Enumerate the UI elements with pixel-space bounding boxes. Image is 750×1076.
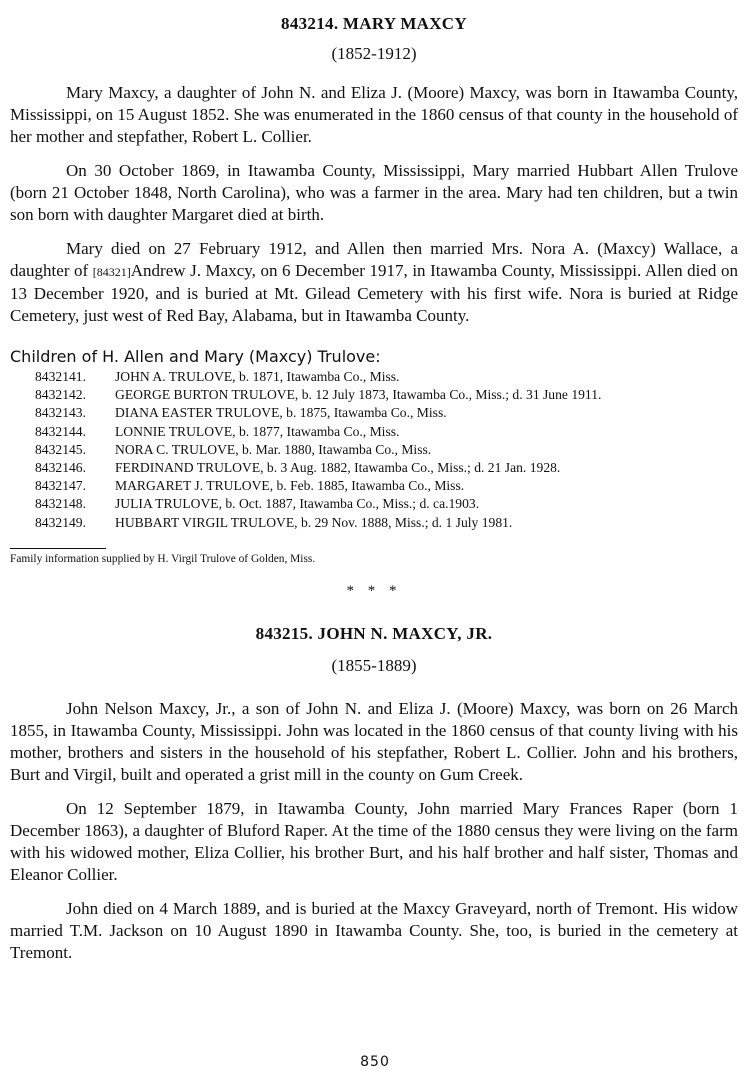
cross-reference: [84321]	[92, 265, 131, 279]
paragraph-text: Andrew J. Maxcy, on 6 December 1917, in Itawamba County, Mississippi. Allen died on 13 December 1920, and is buried at Mt. Gilead Cemetery with his first wife. Nora is buried at Ridge Cemetery, just west of Red Bay, Alabama, but in Itawamba County.	[10, 261, 739, 325]
child-entry: JULIA TRULOVE, b. Oct. 1887, Itawamba Co., Miss.; d. ca.1903.	[115, 496, 480, 512]
document-page	[10, 14, 738, 976]
section-heading: 843215. JOHN N. MAXCY, JR.	[255, 623, 493, 643]
paragraph-text: On 30 October 1869, in Itawamba County, Mississippi, Mary married Hubbart Allen Trulove (born 21 October 1848, North Carolina), who was a farmer in the area. Mary had ten children, but a twin son born with daughter Margaret died at birth.	[10, 161, 738, 224]
child-number: 8432147.	[35, 478, 86, 494]
footnote: Family information supplied by H. Virgil Trulove of Golden, Miss.	[10, 552, 316, 565]
list-item	[35, 495, 738, 513]
children-list	[10, 368, 738, 532]
life-dates: (1855-1889)	[331, 655, 417, 675]
paragraph	[10, 238, 738, 327]
child-entry: FERDINAND TRULOVE, b. 3 Aug. 1882, Itawamba Co., Miss.; d. 21 Jan. 1928.	[115, 460, 561, 476]
section-mary-maxcy	[10, 14, 738, 565]
child-entry: LONNIE TRULOVE, b. 1877, Itawamba Co., Miss.	[115, 423, 400, 439]
section-heading: 843214. MARY MAXCY	[281, 14, 467, 33]
paragraph: Mary Maxcy, a daughter of John N. and Eliza J. (Moore) Maxcy, was born in Itawamba County, Mississippi, on 15 August 1852. She was enumerated in the 1860 census of that county in the household of her mother and stepfather, Robert L. Collier.	[10, 83, 738, 146]
child-entry: DIANA EASTER TRULOVE, b. 1875, Itawamba Co., Miss.	[115, 405, 447, 421]
list-item	[35, 386, 738, 404]
child-number: 8432145.	[35, 441, 86, 457]
footnote-divider	[10, 548, 106, 549]
paragraph: John died on 4 March 1889, and is buried at the Maxcy Graveyard, north of Tremont. His widow married T.M. Jackson on 10 August 1890 in Itawamba County. She, too, is buried in the cemetery at Tremont.	[10, 898, 738, 962]
child-entry: MARGARET J. TRULOVE, b. Feb. 1885, Itawamba Co., Miss.	[115, 478, 465, 494]
life-dates: (1852-1912)	[331, 44, 417, 63]
child-number: 8432142.	[35, 387, 86, 403]
list-item	[35, 459, 738, 477]
child-entry: JOHN A. TRULOVE, b. 1871, Itawamba Co., Miss.	[115, 369, 400, 384]
child-number: 8432149.	[35, 514, 86, 530]
list-item	[35, 477, 738, 495]
child-number: 8432144.	[35, 423, 86, 439]
child-number: 8432148.	[35, 496, 86, 512]
list-item	[35, 404, 738, 422]
child-entry: HUBBART VIRGIL TRULOVE, b. 29 Nov. 1888, Miss.; d. 1 July 1981.	[115, 514, 513, 530]
section-john-maxcy-jr	[10, 624, 738, 964]
child-number: 8432141.	[35, 369, 86, 384]
section-separator: * * *	[346, 582, 402, 599]
paragraph: John Nelson Maxcy, Jr., a son of John N. and Eliza J. (Moore) Maxcy, was born on 26 March 1855, in Itawamba County, Mississippi. John was located in the 1860 census of that county living with his mother, brothers and sisters in the household of his stepfather, Robert L. Collier. John and his brothers, Burt and Virgil, built and operated a grist mill in the county on Gum Creek.	[10, 698, 738, 784]
page-number: 850	[360, 1054, 390, 1070]
child-entry: NORA C. TRULOVE, b. Mar. 1880, Itawamba Co., Miss.	[115, 441, 432, 457]
children-heading: Children of H. Allen and Mary (Maxcy) Trulove:	[10, 347, 381, 366]
list-item	[35, 423, 738, 441]
child-number: 8432143.	[35, 405, 86, 421]
paragraph: On 12 September 1879, in Itawamba County, John married Mary Frances Raper (born 1 December 1863), a daughter of Bluford Raper. At the time of the 1880 census they were living on the farm with his widowed mother, Eliza Collier, his brother Burt, and his half brother and half sister, Thomas and Eleanor Collier.	[10, 798, 738, 884]
list-item	[35, 368, 738, 386]
child-number: 8432146.	[35, 460, 86, 476]
paragraph-text: Mary died on 27 February 1912, and Allen then married Mrs. Nora A. (Maxcy) Wallace, a daughter of	[10, 239, 738, 280]
list-item	[35, 514, 738, 532]
child-entry: GEORGE BURTON TRULOVE, b. 12 July 1873, Itawamba Co., Miss.; d. 31 June 1911.	[115, 387, 602, 403]
list-item	[35, 441, 738, 459]
paragraph	[10, 160, 738, 226]
